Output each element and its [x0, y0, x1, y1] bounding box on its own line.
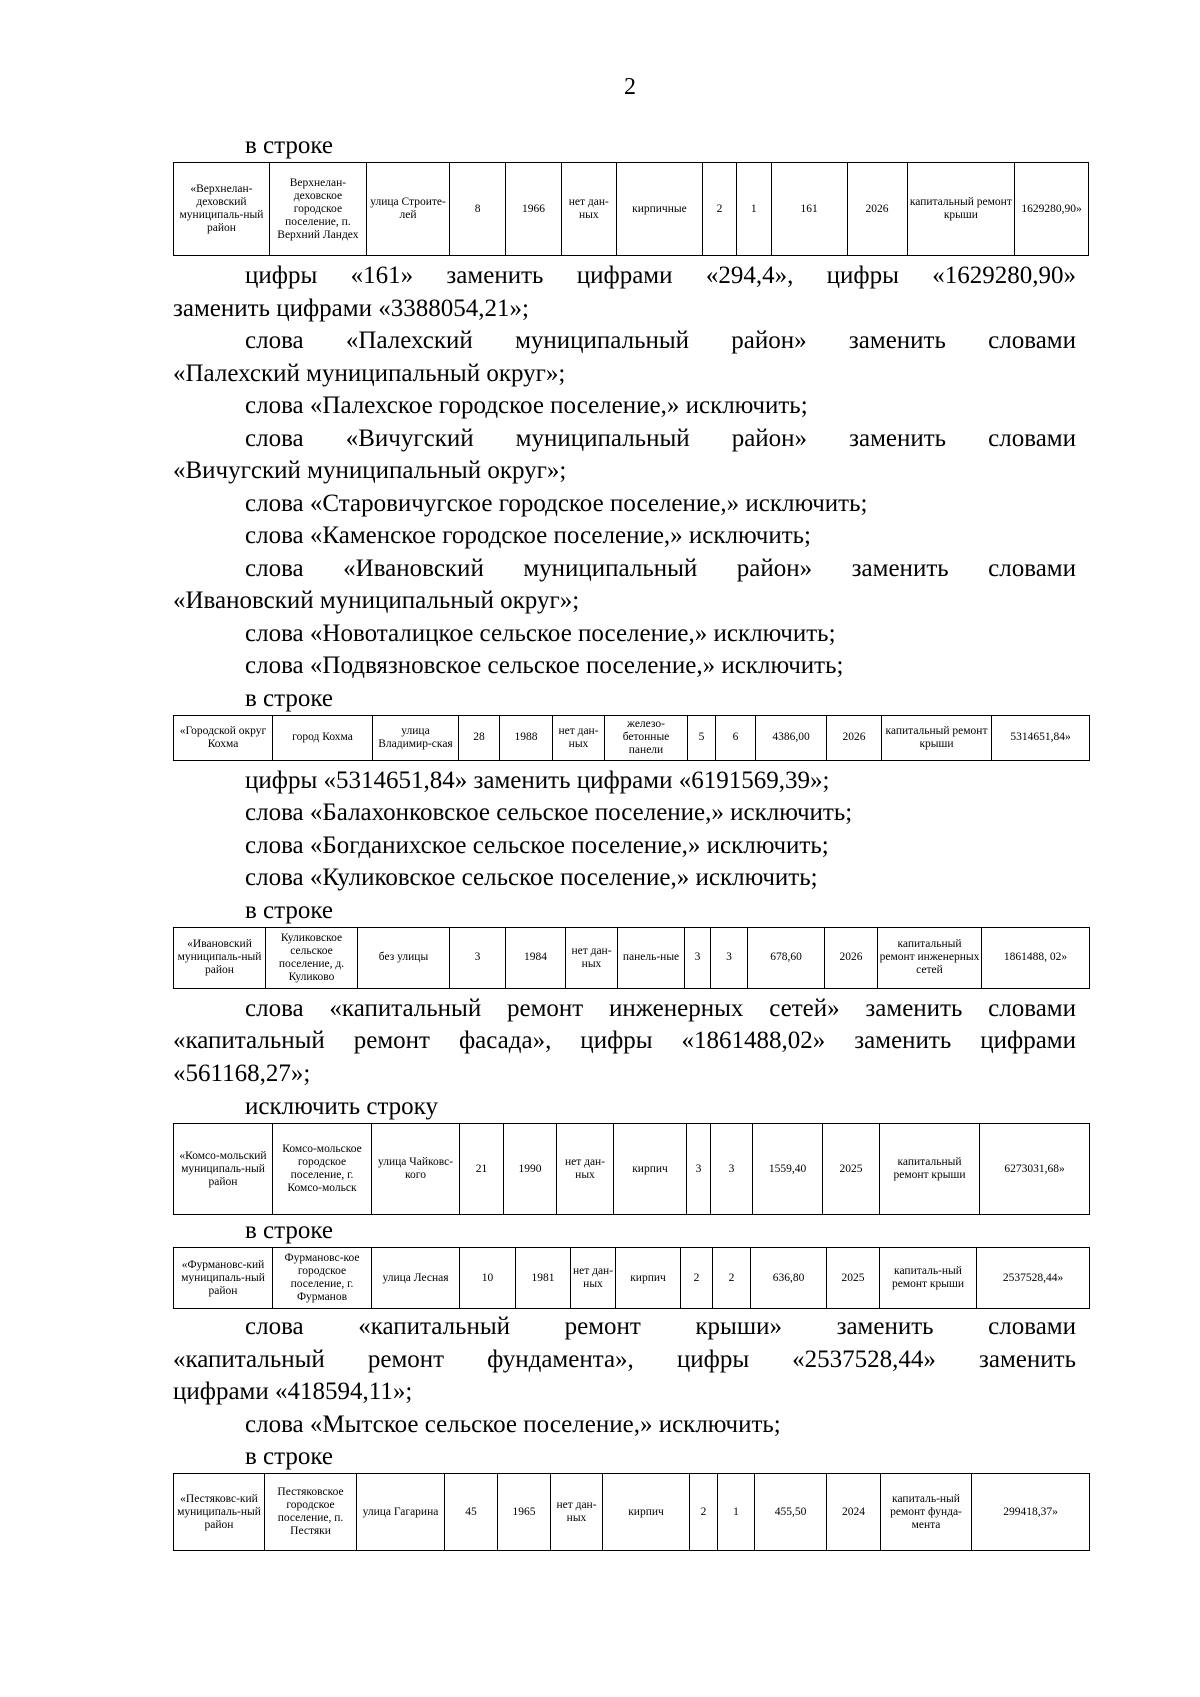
table-cell: Комсо-мольское городское поселение, г. Комсо-мольск: [273, 1124, 372, 1215]
table-cell: 6: [716, 715, 756, 760]
table-row-3: [173, 927, 1090, 989]
table-cell: 21: [460, 1124, 504, 1215]
paragraph-text: «капитальный ремонт фундамента», цифры «2537528,44» заменить: [173, 1345, 1076, 1373]
table-cell: 5: [688, 715, 716, 760]
table-cell: «Верхнелан-деховский муниципаль-ный район: [174, 163, 270, 256]
table-cell: капиталь-ный ремонт крыши: [880, 1248, 977, 1309]
table-cell: 1984: [506, 927, 566, 988]
page-number: 2: [624, 74, 636, 100]
table-row-2: [173, 715, 1090, 761]
table-cell: нет дан-ных: [571, 1248, 616, 1309]
table-row-1: [173, 162, 1089, 256]
in-row-label: в строке: [245, 1217, 334, 1244]
paragraph-text: слова «Богданихское сельское поселение,» исключить;: [245, 831, 829, 859]
paragraph-text: слова «Мытское сельское поселение,» исключить;: [245, 1410, 781, 1438]
paragraph-text: «Палехский муниципальный округ»;: [173, 359, 566, 387]
table-cell: 1629280,90»: [1015, 163, 1089, 256]
paragraph-text: слова «Новоталицкое сельское поселение,» исключить;: [245, 619, 836, 647]
instruction-paragraph: [173, 260, 1076, 683]
table-cell: железо-бетонные панели: [605, 715, 688, 760]
table-cell: 2026: [825, 927, 878, 988]
table-cell: 2025: [827, 1248, 880, 1309]
table-cell: город Кохма: [273, 715, 373, 760]
table-cell: панель-ные: [618, 927, 685, 988]
paragraph-text: «капитальный ремонт фасада», цифры «1861488,02» заменить цифрами: [173, 1027, 1076, 1054]
table-cell: 3: [711, 1124, 753, 1215]
table-cell: нет дан-ных: [551, 1474, 603, 1551]
table-cell: 2537528,44»: [977, 1248, 1090, 1309]
table-cell: кирпичные: [616, 163, 702, 256]
paragraph-text: слова «Палехское городское поселение,» исключить;: [245, 392, 808, 419]
table-cell: капитальный ремонт крыши: [880, 1124, 980, 1215]
table-cell: 8: [450, 163, 506, 256]
table-cell: 2: [681, 1248, 713, 1309]
table-cell: Верхнелан-деховское городское поселение, п. Верхний Ландех: [269, 163, 366, 256]
table-cell: нет дан-ных: [557, 1124, 614, 1215]
table-cell: 2026: [847, 163, 907, 256]
in-row-label: в строке: [245, 684, 334, 712]
table-cell: Пестяковское городское поселение, п. Пестяки: [265, 1474, 357, 1551]
paragraph-text: цифры «161» заменить цифрами «294,4», цифры «1629280,90»: [245, 262, 1076, 289]
table-cell: 1990: [504, 1124, 557, 1215]
table-cell: 2: [703, 163, 737, 256]
table-cell: кирпич: [603, 1474, 690, 1551]
table-cell: Фурмановс-кое городское поселение, г. Фурманов: [273, 1248, 372, 1309]
paragraph-text: цифрами «418594,11»;: [173, 1378, 413, 1405]
table-cell: 6273031,68»: [980, 1124, 1090, 1215]
in-row-label: в строке: [245, 896, 334, 924]
table-cell: 2026: [827, 715, 882, 760]
paragraph-text: «Ивановский муниципальный округ»;: [173, 587, 580, 614]
paragraph-text: «561168,27»;: [173, 1059, 311, 1087]
table-cell: 1559,40: [753, 1124, 823, 1215]
table-cell: 1988: [500, 715, 553, 760]
paragraph-text: слова «Каменское городское поселение,» исключить;: [245, 522, 811, 549]
table-cell: 2: [690, 1474, 718, 1551]
table-cell: нет дан-ных: [566, 927, 618, 988]
table-row-5: [173, 1247, 1090, 1309]
table-cell: Куликовское сельское поселение, д. Куликово: [266, 927, 358, 988]
paragraph-text: слова «Куликовское сельское поселение,» исключить;: [245, 864, 818, 891]
table-cell: улица Владимир-ская: [373, 715, 459, 760]
table-cell: 3: [685, 927, 711, 988]
table-cell: 3: [711, 927, 748, 988]
document-body: [173, 130, 1082, 1551]
paragraph-text: слова «Вичугский муниципальный район» заменить словами: [245, 424, 1076, 452]
table-cell: «Комсо-мольский муниципаль-ный район: [174, 1124, 273, 1215]
paragraph-text: заменить цифрами «3388054,21»;: [173, 294, 529, 322]
paragraph-text: слова «Старовичугское городское поселение,» исключить;: [245, 489, 868, 517]
in-row-label: в строке: [245, 1443, 334, 1470]
table-cell: 1: [736, 163, 771, 256]
table-cell: улица Лесная: [372, 1248, 460, 1309]
instruction-paragraph: [173, 765, 1076, 895]
table-cell: «Городской округ Кохма: [174, 715, 273, 760]
table-cell: 636,80: [751, 1248, 827, 1309]
paragraph-text: слова «Подвязновское сельское поселение,» исключить;: [245, 652, 844, 679]
table-cell: 1: [718, 1474, 755, 1551]
table-cell: кирпич: [614, 1124, 687, 1215]
table-cell: кирпич: [616, 1248, 681, 1309]
table-cell: «Фурмановс-кий муниципаль-ный район: [174, 1248, 273, 1309]
paragraph-text: слова «Балахонковское сельское поселение,» исключить;: [245, 799, 853, 826]
table-cell: 2025: [823, 1124, 880, 1215]
table-cell: 299418,37»: [972, 1474, 1090, 1551]
instruction-paragraph: [173, 1311, 1076, 1441]
table-cell: 3: [687, 1124, 711, 1215]
table-cell: 45: [445, 1474, 498, 1551]
table-cell: 1966: [506, 163, 562, 256]
table-cell: 2: [713, 1248, 751, 1309]
table-cell: нет дан-ных: [561, 163, 616, 256]
in-row-label: в строке: [245, 132, 334, 159]
exclude-row-label: исключить строку: [245, 1093, 438, 1120]
table-cell: капитальный ремонт крыши: [882, 715, 992, 760]
paragraph-text: слова «капитальный ремонт крыши» заменить словами: [245, 1313, 1076, 1340]
table-row-6: [173, 1473, 1090, 1551]
table-cell: капитальный ремонт крыши: [907, 163, 1015, 256]
table-cell: 10: [460, 1248, 516, 1309]
table-cell: улица Гагарина: [357, 1474, 445, 1551]
table-cell: 1861488, 02»: [982, 927, 1090, 988]
table-cell: без улицы: [358, 927, 450, 988]
table-cell: 3: [450, 927, 506, 988]
paragraph-text: «Вичугский муниципальный округ»;: [173, 457, 567, 484]
table-row-4: [173, 1123, 1090, 1215]
table-cell: 2024: [827, 1474, 881, 1551]
table-cell: 1965: [498, 1474, 551, 1551]
table-cell: капиталь-ный ремонт фунда-мента: [881, 1474, 972, 1551]
table-cell: улица Строите-лей: [366, 163, 449, 256]
table-cell: 28: [459, 715, 500, 760]
table-cell: 5314651,84»: [992, 715, 1090, 760]
paragraph-text: слова «Ивановский муниципальный район» заменить словами: [245, 554, 1076, 582]
table-cell: капитальный ремонт инженерных сетей: [878, 927, 982, 988]
table-cell: 1981: [516, 1248, 571, 1309]
table-cell: 455,50: [755, 1474, 827, 1551]
paragraph-text: слова «капитальный ремонт инженерных сетей» заменить словами: [245, 994, 1076, 1022]
table-cell: «Ивановский муниципаль-ный район: [174, 927, 266, 988]
table-cell: улица Чайковс-кого: [372, 1124, 460, 1215]
paragraph-text: цифры «5314651,84» заменить цифрами «6191569,39»;: [245, 766, 830, 794]
instruction-paragraph: [173, 993, 1076, 1091]
table-cell: нет дан-ных: [553, 715, 605, 760]
paragraph-text: слова «Палехский муниципальный район» заменить словами: [245, 327, 1076, 354]
table-cell: 678,60: [748, 927, 825, 988]
table-cell: «Пестяковс-кий муниципаль-ный район: [174, 1474, 265, 1551]
table-cell: 161: [771, 163, 847, 256]
table-cell: 4386,00: [756, 715, 827, 760]
